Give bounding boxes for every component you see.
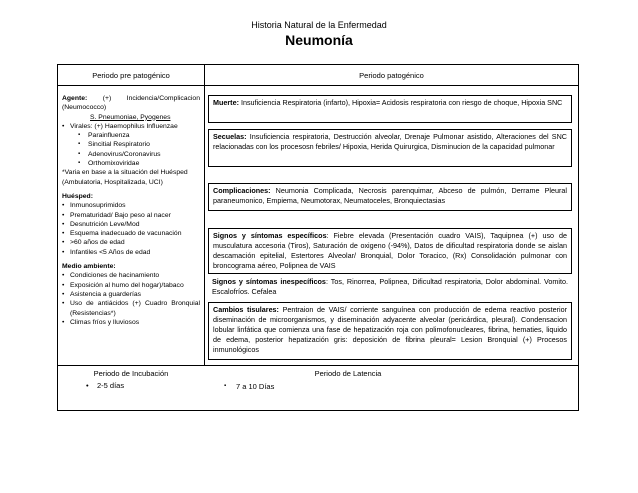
huesped-item: • >60 años de edad <box>62 238 200 247</box>
cambios-tisulares-label: Cambios tisulares: <box>213 305 279 314</box>
latencia-header: Periodo de Latencia <box>314 369 382 378</box>
complicaciones-box <box>208 183 572 211</box>
huesped-label: Huésped: <box>62 192 93 200</box>
pathogenic-header: Periodo patogénico <box>359 71 424 80</box>
muerte-text: Insuficiencia Respiratoria (infarto), Hipoxia= Acidosis respiratoria con riesgo de choque, Hipoxia SNC <box>238 98 563 107</box>
medio-item: • Climas fríos y lluviosos <box>62 318 200 327</box>
prepathogenic-header: Periodo pre patogénico <box>92 71 170 80</box>
huesped-item: • Inmunosuprimidos <box>62 201 200 210</box>
huesped-item: • Esquema inadecuado de vacunación <box>62 229 200 238</box>
incubacion-value: 2-5 días <box>97 381 125 390</box>
cambios-tisulares-box <box>208 302 572 360</box>
huesped-item: • Desnutrición Leve/Mod <box>62 220 200 229</box>
column-divider <box>204 65 205 365</box>
bacteria-line: S. Pneumoniae, Pyogenes <box>90 113 171 121</box>
incubacion-bullet: • <box>86 381 89 390</box>
agente-text: (+) Incidencia/Complicacion (Neumococco) <box>62 95 200 112</box>
medio-item: • Uso de antiácidos (+) Cuadro Bronquial (Resistencias*) <box>62 299 200 318</box>
signos-inespecificos-label: Signos y síntomas inespecíficos <box>212 277 326 286</box>
secuelas-label: Secuelas: <box>213 132 247 141</box>
virales-item: • Virales: (+) Haemophilus Influenzae <box>62 122 200 131</box>
secuelas-text: Insuficiencia respiratoria, Destrucción alveolar, Drenaje Pulmonar asistido, Alteraciones del SNC relacionadas con los procesosn febriles/ Hipoxia, Herida Quirurgica, Disminucion de la capacidad pulmonar <box>213 132 567 151</box>
agente-label: Agente: <box>62 95 88 102</box>
signos-especificos-box <box>208 228 572 274</box>
medio-item: • Asistencia a guarderías <box>62 290 200 299</box>
muerte-label: Muerte: <box>213 98 239 107</box>
complicaciones-text: Neumonia Complicada, Necrosis parenquimar, Abceso de pulmón, Derrame Pleural paraneumonico, Empiema, Neumotorax, Neumatoceles, Bronquiectasias <box>213 186 567 205</box>
latencia-bullet: ▪ <box>224 383 227 389</box>
medio-item: • Exposición al humo del hogar)/tabaco <box>62 281 200 290</box>
latencia-value: 7 a 10 Días <box>236 382 275 391</box>
signos-inespecificos-text-block <box>212 277 568 297</box>
signos-especificos-label: Signos y síntomas específicos <box>213 231 327 240</box>
prepathogenic-content <box>62 94 200 327</box>
document-title: Neumonía <box>285 32 353 48</box>
variacion-note: *Varia en base a la situación del Huésped (Ambulatoria, Hospitalizada, UCI) <box>62 169 188 186</box>
virus-item: ▪ Parainfluenza <box>62 131 200 140</box>
virus-item: ▪ Adenovirus/Coronavirus <box>62 150 200 159</box>
incubacion-header: Periodo de Incubación <box>93 369 169 378</box>
header-divider <box>58 85 578 86</box>
signos-inespecificos-text: : Tos, Rinorrea, Polipnea, Dificultad respiratoria, Dolor abdominal. Vomito. Escalofríos. Cefalea <box>212 277 569 296</box>
signos-especificos-text: : Fiebre elevada (Presentación cuadro VAIS), Taquipnea (+) uso de musculatura accesoria (Tiros), Saturación de oxigeno (-94%), Datos de dificultad respiratoria donde se aislan descamación epitelial, Estertores Alveolar/ Bronquial, Dolor Toracico, (Rx) Consolidación pulmonar con broncograma aéreo, Polipnea de VAIS <box>213 231 568 270</box>
huesped-item: • Infantiles <5 Años de edad <box>62 248 200 257</box>
medio-item: • Condiciones de hacinamiento <box>62 271 200 280</box>
complicaciones-label: Complicaciones: <box>213 186 271 195</box>
secuelas-box <box>208 129 572 167</box>
virus-item: ▪ Sincitial Respiratorio <box>62 140 200 149</box>
muerte-box <box>208 95 572 123</box>
natural-history-table <box>57 64 579 411</box>
document-supertitle: Historia Natural de la Enfermedad <box>251 20 387 30</box>
medio-label: Medio ambiente: <box>62 263 116 271</box>
virus-item: ▪ Orthomixoviridae <box>62 159 200 168</box>
huesped-item: • Prematuridad/ Bajo peso al nacer <box>62 211 200 220</box>
bottom-section-divider <box>58 365 578 366</box>
cambios-tisulares-text: Pentraion de VAIS/ corriente sanguínea con producción de edema reactivo posterior diseminación de microorganismos, y diseminación adyacente alveolar (pericárdica, pleural). Condensacion lobular linfática que comienza una fase de hepatización roja con polimofonucleares, fibrina, hematies, liquido de edema, posterior hepatización gris: deposición de fibrina pleural= Lesion Bronquial (+) Procesos inmunológicos <box>213 305 567 354</box>
